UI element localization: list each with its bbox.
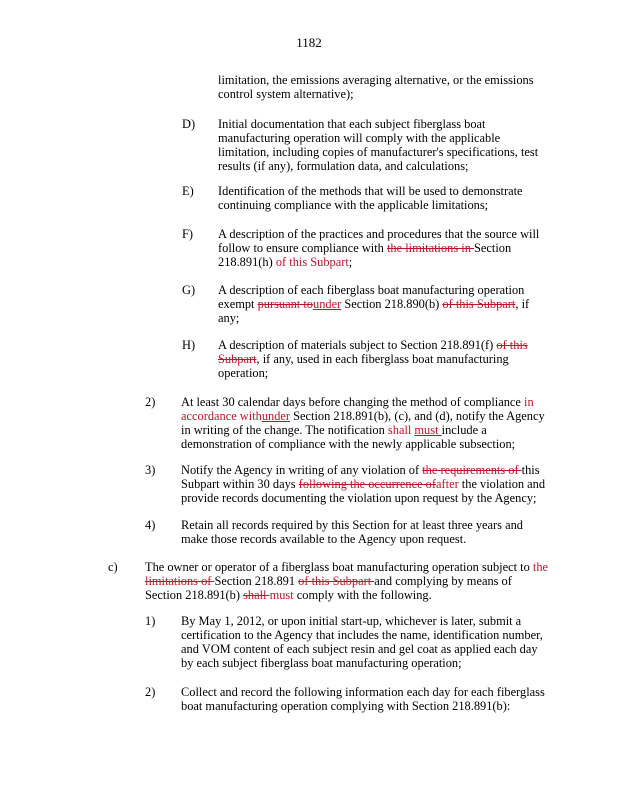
item-text (218, 227, 548, 269)
item-text (218, 283, 548, 325)
text-run: Section 218.891 (214, 574, 299, 588)
inserted-text: of this Subpart (275, 255, 349, 269)
text-run: Section 218.891(b), (c), and (d), notify the Agency in writing of the change. The notification (181, 409, 545, 437)
item-text (181, 518, 549, 546)
item-label: 4) (145, 518, 156, 532)
text-run: By May 1, 2012, or upon initial start-up, whichever is later, submit a certification to the Agency that includes the name, identification number, and VOM content of each subject resin and gel coat as applied each day by each subject fiberglass boat manufacturing operation; (181, 614, 543, 670)
inserted-text: in accordance with (181, 395, 534, 423)
item-label: 2) (145, 395, 156, 409)
text-run: this Subpart within 30 days (181, 463, 540, 491)
deleted-text: of this Subpart (298, 574, 375, 588)
deleted-text: shall (243, 588, 270, 602)
item-text (181, 685, 549, 713)
inserted-text: under (261, 409, 291, 423)
text-run: A description of each fiberglass boat manufacturing operation exempt (218, 283, 525, 311)
text-run: , if any; (218, 297, 530, 325)
item-label: 3) (145, 463, 156, 477)
item-text (181, 463, 549, 505)
item-label: H) (182, 338, 196, 352)
deleted-text: of this Subpart (218, 338, 528, 366)
deleted-text: the limitations in (386, 241, 475, 255)
text-run: A description of the practices and procedures that the source will follow to ensure compliance with (218, 227, 540, 255)
text-run: Notify the Agency in writing of any violation of (181, 463, 423, 477)
item-label: G) (182, 283, 196, 297)
inserted-text: after (436, 477, 459, 491)
item-label: 1) (145, 614, 156, 628)
text-run: ; (348, 255, 353, 269)
text-run: Retain all records required by this Section for at least three years and make those records available to the Agency upon request. (181, 518, 523, 546)
text-run: , if any, used in each fiberglass boat manufacturing operation; (218, 352, 509, 380)
deleted-text: following the occurrence of (298, 477, 436, 491)
text-run: limitation, the emissions averaging alternative, or the emissions control system alternative); (218, 73, 534, 101)
text-run: Initial documentation that each subject fiberglass boat manufacturing operation will comply with the applicable limitation, including copies of manufacturer's specifications, test results (if any), formulation data, and calculations; (218, 117, 539, 173)
item-text (218, 184, 548, 212)
item-text (181, 395, 549, 451)
inserted-text: must (414, 423, 442, 437)
inserted-text: must (269, 588, 294, 602)
item-text (181, 614, 549, 670)
text-run: comply with the following. (293, 588, 432, 602)
deleted-text: of this Subpart (442, 297, 516, 311)
deleted-text: the requirements of (422, 463, 522, 477)
text-run: At least 30 calendar days before changing the method of compliance (181, 395, 525, 409)
text-run: The owner or operator of a fiberglass boat manufacturing operation subject to (145, 560, 533, 574)
inserted-text: under (313, 297, 342, 311)
item-label: D) (182, 117, 196, 131)
item-text (218, 73, 548, 101)
text-run: include a demonstration of compliance with the newly applicable subsection; (181, 423, 516, 451)
text-run: and complying by means of Section 218.891(b) (145, 574, 512, 602)
item-text (218, 338, 548, 380)
text-run: Collect and record the following information each day for each fiberglass boat manufacturing operation complying with Section 218.891(b): (181, 685, 545, 713)
text-run: Section 218.891(h) (218, 241, 512, 269)
inserted-text: shall (387, 423, 415, 437)
item-text (145, 560, 549, 602)
item-label: F) (182, 227, 194, 241)
item-label: E) (182, 184, 194, 198)
item-label: c) (108, 560, 118, 574)
item-label: 2) (145, 685, 156, 699)
deleted-text: limitations of (145, 574, 215, 588)
text-run: the violation and provide records documenting the violation upon request by the Agency; (181, 477, 546, 505)
deleted-text: pursuant to (257, 297, 313, 311)
text-run: Identification of the methods that will be used to demonstrate continuing compliance with the applicable limitations; (218, 184, 523, 212)
item-text (218, 117, 548, 173)
page-number: 1182 (296, 35, 322, 50)
inserted-text: the (532, 560, 549, 574)
text-run: Section 218.890(b) (341, 297, 443, 311)
text-run: A description of materials subject to Section 218.891(f) (218, 338, 497, 352)
